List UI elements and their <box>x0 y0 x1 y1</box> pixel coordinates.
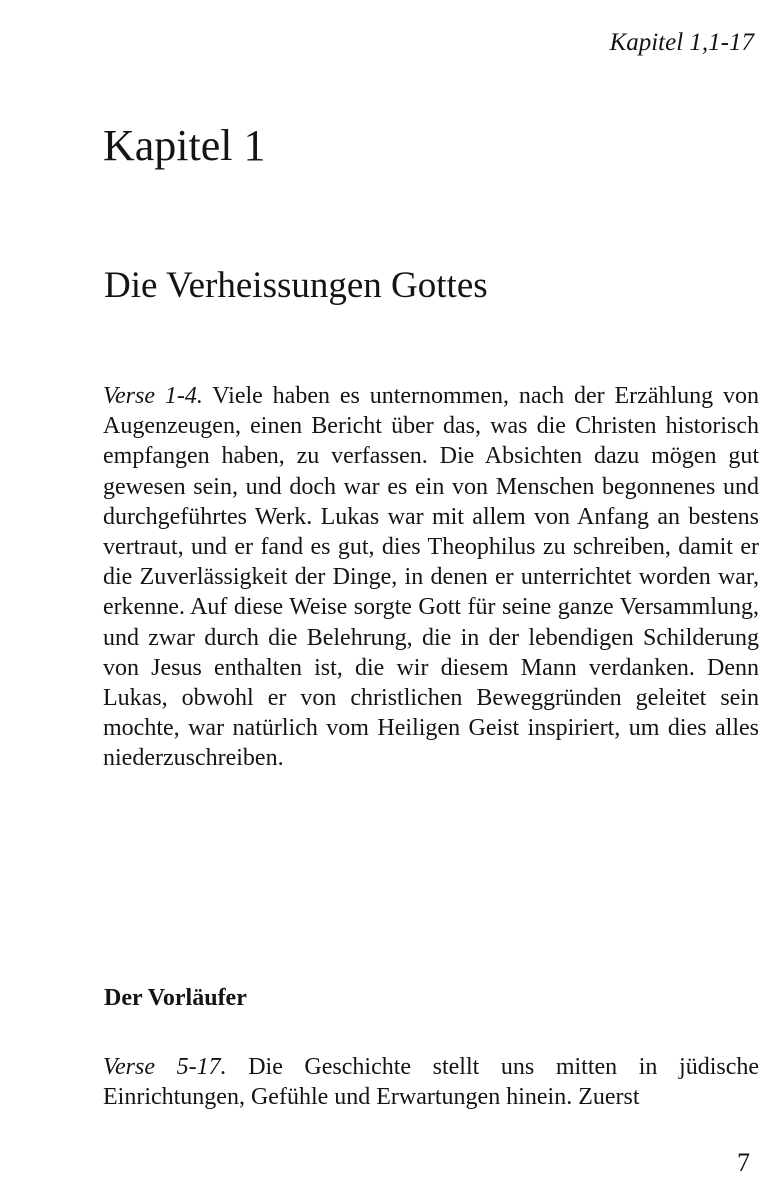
subheading: Der Vorläufer <box>104 985 247 1011</box>
verse-reference: Verse 5-17. <box>103 1054 227 1080</box>
page-number: 7 <box>737 1148 750 1177</box>
paragraph-verses-5-17 <box>103 1052 759 1112</box>
section-title: Die Verheissungen Gottes <box>104 265 488 306</box>
paragraph-text: Die Geschichte stellt uns mitten in jüdische Einrichtungen, Gefühle und Erwartungen hinein. Zuerst <box>103 1054 760 1111</box>
verse-reference: Verse 1-4. <box>103 383 203 409</box>
paragraph-verses-1-4 <box>103 381 759 774</box>
paragraph-text: Viele haben es unternommen, nach der Erzählung von Augenzeugen, einen Bericht über das, was die Christen historisch empfangen haben, zu verfassen. Die Absichten dazu mögen gut gewesen sein, und doch war es ein von Menschen begonnenes und durchgeführtes Werk. Lukas war mit allem von Anfang an bestens vertraut, und er fand es gut, dies Theophilus zu schreiben, damit er die Zuverlässigkeit der Dinge, in denen er unterrichtet worden war, erkenne. Auf diese Weise sorgte Gott für seine ganze Versammlung, und zwar durch die Belehrung, die in der lebendigen Schilderung von Jesus enthalten ist, die wir diesem Mann verdanken. Denn Lukas, obwohl er von christlichen Beweggründen geleitet sein mochte, war natürlich vom Heiligen Geist inspiriert, um dies alles niederzuschreiben. <box>103 383 759 772</box>
running-head: Kapitel 1,1-17 <box>609 29 754 56</box>
chapter-title: Kapitel 1 <box>103 121 266 170</box>
